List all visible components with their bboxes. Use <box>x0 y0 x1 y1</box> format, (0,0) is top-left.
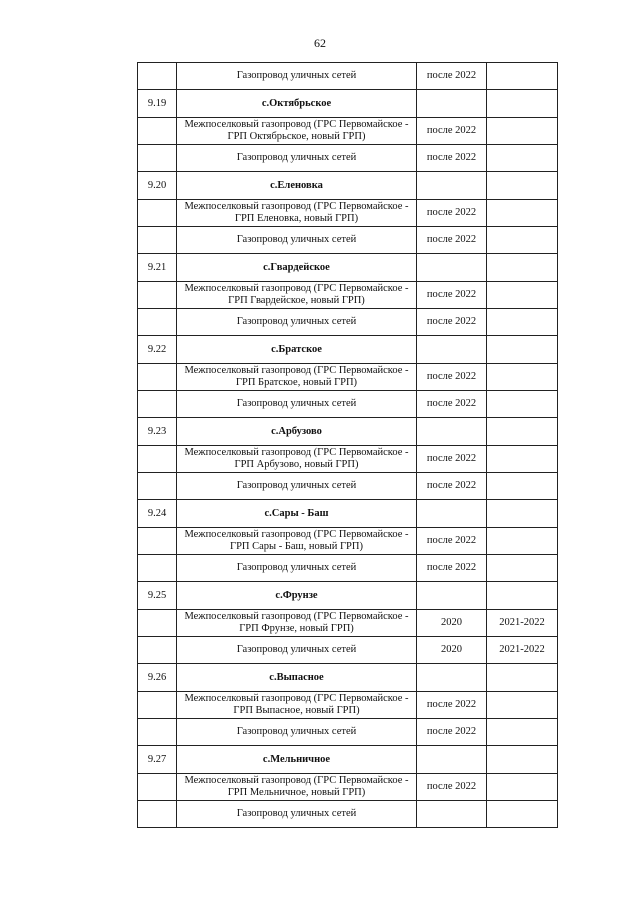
empty-cell <box>417 418 487 446</box>
date2-cell <box>487 391 558 418</box>
empty-cell <box>487 254 558 282</box>
date2-cell <box>487 528 558 555</box>
date-cell: 2020 <box>417 637 487 664</box>
num-cell <box>138 692 177 719</box>
num-cell <box>138 309 177 336</box>
pipeline-name-cell: Газопровод уличных сетей <box>177 637 417 664</box>
date-cell: после 2022 <box>417 719 487 746</box>
village-name: с.Мельничное <box>177 746 417 774</box>
date2-cell <box>487 473 558 500</box>
table-row <box>138 774 558 801</box>
empty-cell <box>417 746 487 774</box>
num-cell <box>138 227 177 254</box>
table-row <box>138 227 558 254</box>
date-cell: после 2022 <box>417 528 487 555</box>
num-cell <box>138 801 177 828</box>
date2-cell <box>487 774 558 801</box>
num-cell <box>138 637 177 664</box>
table-row <box>138 282 558 309</box>
pipeline-name-cell: Газопровод уличных сетей <box>177 309 417 336</box>
village-name: с.Фрунзе <box>177 582 417 610</box>
empty-cell <box>487 664 558 692</box>
village-name: с.Арбузово <box>177 418 417 446</box>
empty-cell <box>417 664 487 692</box>
empty-cell <box>487 172 558 200</box>
date2-cell <box>487 63 558 90</box>
village-name: с.Еленовка <box>177 172 417 200</box>
table-row <box>138 610 558 637</box>
pipeline-name-cell: Межпоселковый газопровод (ГРС Первомайское - ГРП Фрунзе, новый ГРП) <box>177 610 417 637</box>
date2-cell <box>487 282 558 309</box>
date2-cell <box>487 227 558 254</box>
num-cell <box>138 118 177 145</box>
date-cell: после 2022 <box>417 145 487 172</box>
date-cell: 2020 <box>417 610 487 637</box>
num-cell <box>138 364 177 391</box>
date-cell: после 2022 <box>417 309 487 336</box>
num-cell <box>138 446 177 473</box>
table-row <box>138 555 558 582</box>
num-cell <box>138 200 177 227</box>
section-header-row <box>138 172 558 200</box>
table-row <box>138 391 558 418</box>
section-number: 9.25 <box>138 582 177 610</box>
empty-cell <box>487 418 558 446</box>
table-row <box>138 473 558 500</box>
section-header-row <box>138 664 558 692</box>
date-cell: после 2022 <box>417 227 487 254</box>
pipeline-name-cell: Газопровод уличных сетей <box>177 391 417 418</box>
table-row <box>138 118 558 145</box>
pipeline-name-cell: Газопровод уличных сетей <box>177 719 417 746</box>
pipeline-name-cell: Межпоселковый газопровод (ГРС Первомайское - ГРП Сары - Баш, новый ГРП) <box>177 528 417 555</box>
table-row <box>138 719 558 746</box>
section-header-row <box>138 746 558 774</box>
pipeline-name-cell: Газопровод уличных сетей <box>177 145 417 172</box>
date-cell: после 2022 <box>417 446 487 473</box>
pipeline-name-cell: Межпоселковый газопровод (ГРС Первомайское - ГРП Арбузово, новый ГРП) <box>177 446 417 473</box>
empty-cell <box>487 746 558 774</box>
date2-cell <box>487 719 558 746</box>
section-header-row <box>138 336 558 364</box>
pipeline-name-cell: Межпоселковый газопровод (ГРС Первомайское - ГРП Октябрьское, новый ГРП) <box>177 118 417 145</box>
pipeline-name-cell: Межпоселковый газопровод (ГРС Первомайское - ГРП Мельничное, новый ГРП) <box>177 774 417 801</box>
date2-cell <box>487 446 558 473</box>
pipeline-name-cell: Газопровод уличных сетей <box>177 473 417 500</box>
section-header-row <box>138 500 558 528</box>
date2-cell <box>487 309 558 336</box>
date-cell: после 2022 <box>417 200 487 227</box>
pipeline-name-cell: Газопровод уличных сетей <box>177 801 417 828</box>
date-cell: после 2022 <box>417 473 487 500</box>
table-row <box>138 801 558 828</box>
num-cell <box>138 555 177 582</box>
section-header-row <box>138 418 558 446</box>
date-cell: после 2022 <box>417 364 487 391</box>
section-header-row <box>138 582 558 610</box>
date2-cell: 2021-2022 <box>487 610 558 637</box>
pipeline-name-cell: Газопровод уличных сетей <box>177 227 417 254</box>
empty-cell <box>417 172 487 200</box>
table-row <box>138 528 558 555</box>
date2-cell <box>487 364 558 391</box>
date2-cell <box>487 118 558 145</box>
date-cell: после 2022 <box>417 555 487 582</box>
num-cell <box>138 610 177 637</box>
date-cell: после 2022 <box>417 391 487 418</box>
date2-cell: 2021-2022 <box>487 637 558 664</box>
village-name: с.Гвардейское <box>177 254 417 282</box>
table-row <box>138 364 558 391</box>
section-number: 9.21 <box>138 254 177 282</box>
pipeline-name-cell: Межпоселковый газопровод (ГРС Первомайское - ГРП Гвардейское, новый ГРП) <box>177 282 417 309</box>
table-row <box>138 637 558 664</box>
pipeline-name-cell: Межпоселковый газопровод (ГРС Первомайское - ГРП Братское, новый ГРП) <box>177 364 417 391</box>
date-cell: после 2022 <box>417 118 487 145</box>
section-number: 9.19 <box>138 90 177 118</box>
empty-cell <box>487 90 558 118</box>
num-cell <box>138 391 177 418</box>
date2-cell <box>487 692 558 719</box>
section-header-row <box>138 90 558 118</box>
village-name: с.Сары - Баш <box>177 500 417 528</box>
section-number: 9.23 <box>138 418 177 446</box>
num-cell <box>138 63 177 90</box>
empty-cell <box>417 336 487 364</box>
pipeline-name-cell: Межпоселковый газопровод (ГРС Первомайское - ГРП Еленовка, новый ГРП) <box>177 200 417 227</box>
empty-cell <box>417 254 487 282</box>
pipeline-name-cell: Газопровод уличных сетей <box>177 555 417 582</box>
section-number: 9.27 <box>138 746 177 774</box>
table-row <box>138 63 558 90</box>
date2-cell <box>487 801 558 828</box>
section-number: 9.26 <box>138 664 177 692</box>
table-row <box>138 200 558 227</box>
section-number: 9.20 <box>138 172 177 200</box>
date-cell: после 2022 <box>417 774 487 801</box>
village-name: с.Выпасное <box>177 664 417 692</box>
section-number: 9.22 <box>138 336 177 364</box>
section-header-row <box>138 254 558 282</box>
date-cell <box>417 801 487 828</box>
empty-cell <box>487 500 558 528</box>
empty-cell <box>417 90 487 118</box>
num-cell <box>138 145 177 172</box>
empty-cell <box>487 582 558 610</box>
empty-cell <box>487 336 558 364</box>
page-number: 62 <box>314 36 326 50</box>
pipeline-name-cell: Газопровод уличных сетей <box>177 63 417 90</box>
date-cell: после 2022 <box>417 63 487 90</box>
village-name: с.Братское <box>177 336 417 364</box>
num-cell <box>138 719 177 746</box>
num-cell <box>138 473 177 500</box>
village-name: с.Октябрьское <box>177 90 417 118</box>
date2-cell <box>487 555 558 582</box>
table-row <box>138 446 558 473</box>
num-cell <box>138 528 177 555</box>
empty-cell <box>417 500 487 528</box>
table-row <box>138 145 558 172</box>
num-cell <box>138 774 177 801</box>
date-cell: после 2022 <box>417 282 487 309</box>
date2-cell <box>487 200 558 227</box>
pipeline-name-cell: Межпоселковый газопровод (ГРС Первомайское - ГРП Выпасное, новый ГРП) <box>177 692 417 719</box>
section-number: 9.24 <box>138 500 177 528</box>
table-row <box>138 692 558 719</box>
date-cell: после 2022 <box>417 692 487 719</box>
num-cell <box>138 282 177 309</box>
gas-pipeline-table <box>137 62 558 828</box>
empty-cell <box>417 582 487 610</box>
table-row <box>138 309 558 336</box>
date2-cell <box>487 145 558 172</box>
